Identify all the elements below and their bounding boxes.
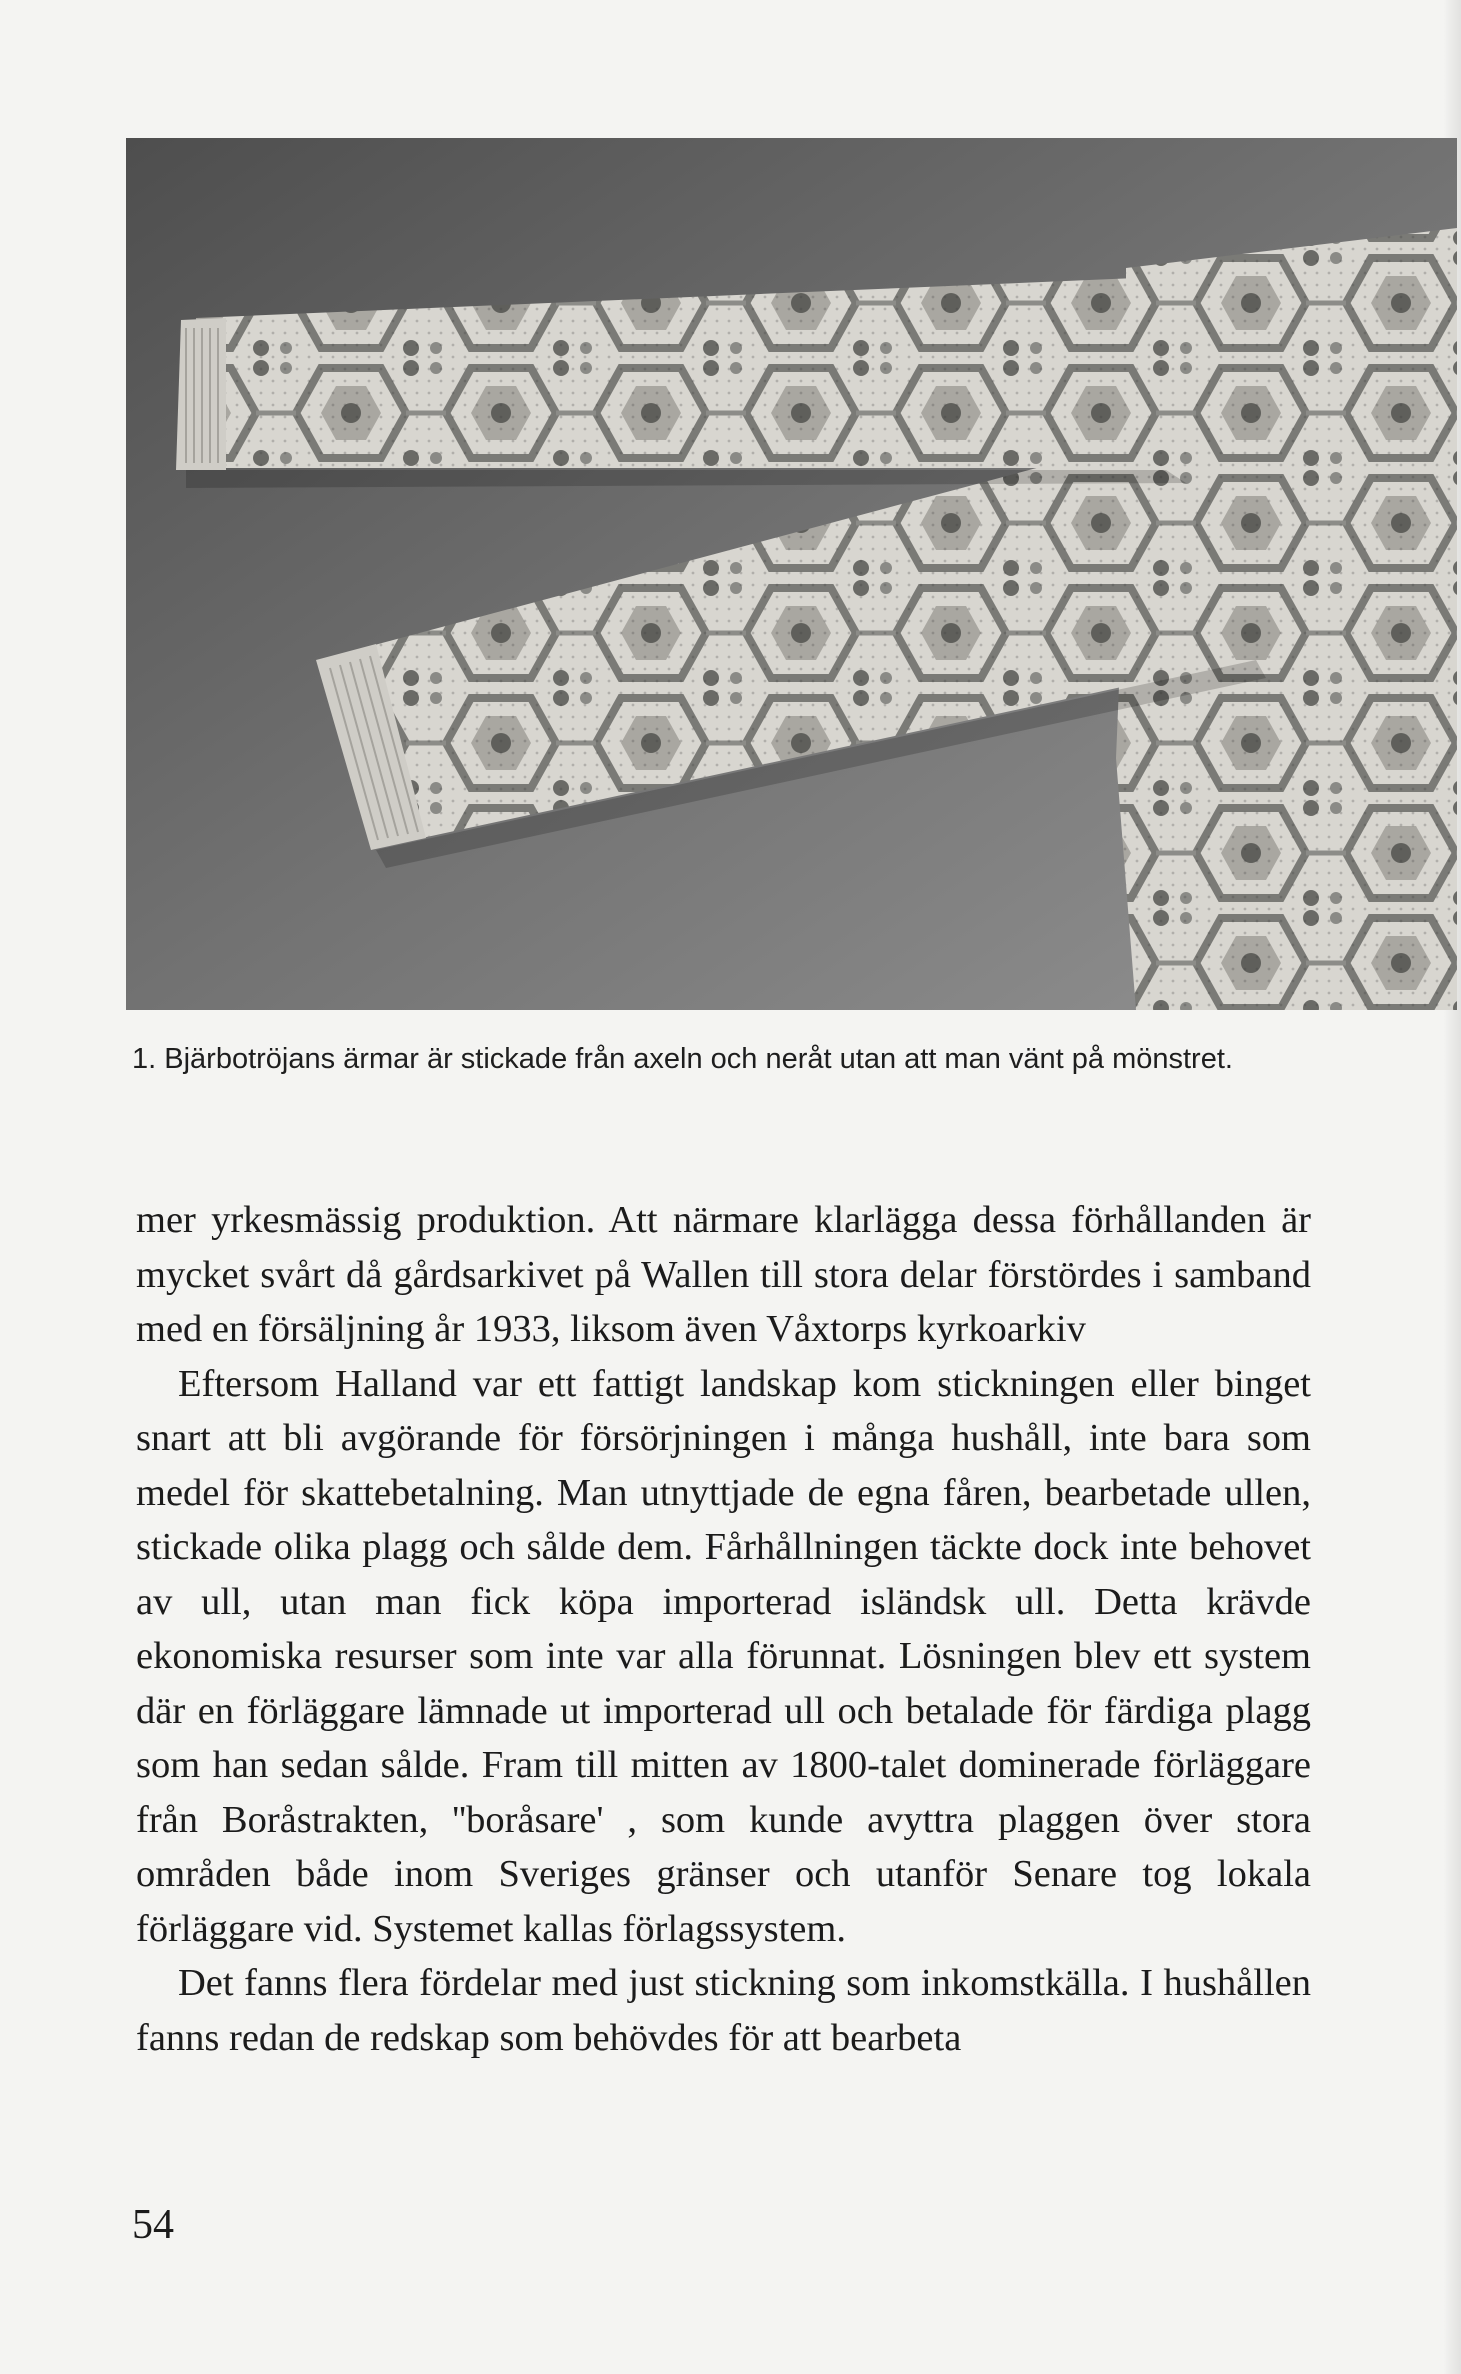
page-number: 54 xyxy=(132,2202,174,2248)
figure-caption xyxy=(132,1036,1312,1082)
sweater-sleeves-photo xyxy=(126,138,1457,1010)
caption-text: Bjärbotröjans ärmar är stickade från axeln och neråt utan att man vänt på mönstret. xyxy=(164,1043,1233,1075)
paragraph-1: mer yrkesmässig produktion. Att närmare klarlägga dessa förhållanden är mycket svårt då gårdsarkivet på Wallen till stora delar förstördes i samband med en försäljning år 1933, liksom även Våxtorps kyrkoarkiv xyxy=(136,1199,1311,1350)
paragraph-2: Eftersom Halland var ett fattigt landskap kom stickningen eller binget snart att bli avgörande för försörjningen i många hushåll, inte bara som medel för skattebetalning. Man utnyttjade de egna fåren, bearbetade ullen, stickade olika plagg och sålde dem. Fårhållningen täckte dock inte behovet av ull, utan man fick köpa importerad isländsk ull. Detta krävde ekonomiska resurser som inte var alla förunnat. Lösningen blev ett system där en förläggare lämnade ut importerad ull och betalade för färdiga plagg som han sedan sålde. Fram till mitten av 1800-talet dominerade förläggare från Boråstrakten, ''boråsare' , som kunde avyttra plaggen över stora områden både inom Sveriges gränser och utanför Senare tog lokala förläggare vid. Systemet kallas förlagssystem. xyxy=(136,1362,1311,1950)
body-text xyxy=(136,1193,1311,2065)
caption-number: 1. xyxy=(132,1043,157,1075)
paragraph-3: Det fanns flera fördelar med just stickning som inkomstkälla. I hushållen fanns redan de redskap som behövdes för att bearbeta xyxy=(136,1962,1311,2059)
knitted-sweater-illustration xyxy=(126,138,1457,1010)
